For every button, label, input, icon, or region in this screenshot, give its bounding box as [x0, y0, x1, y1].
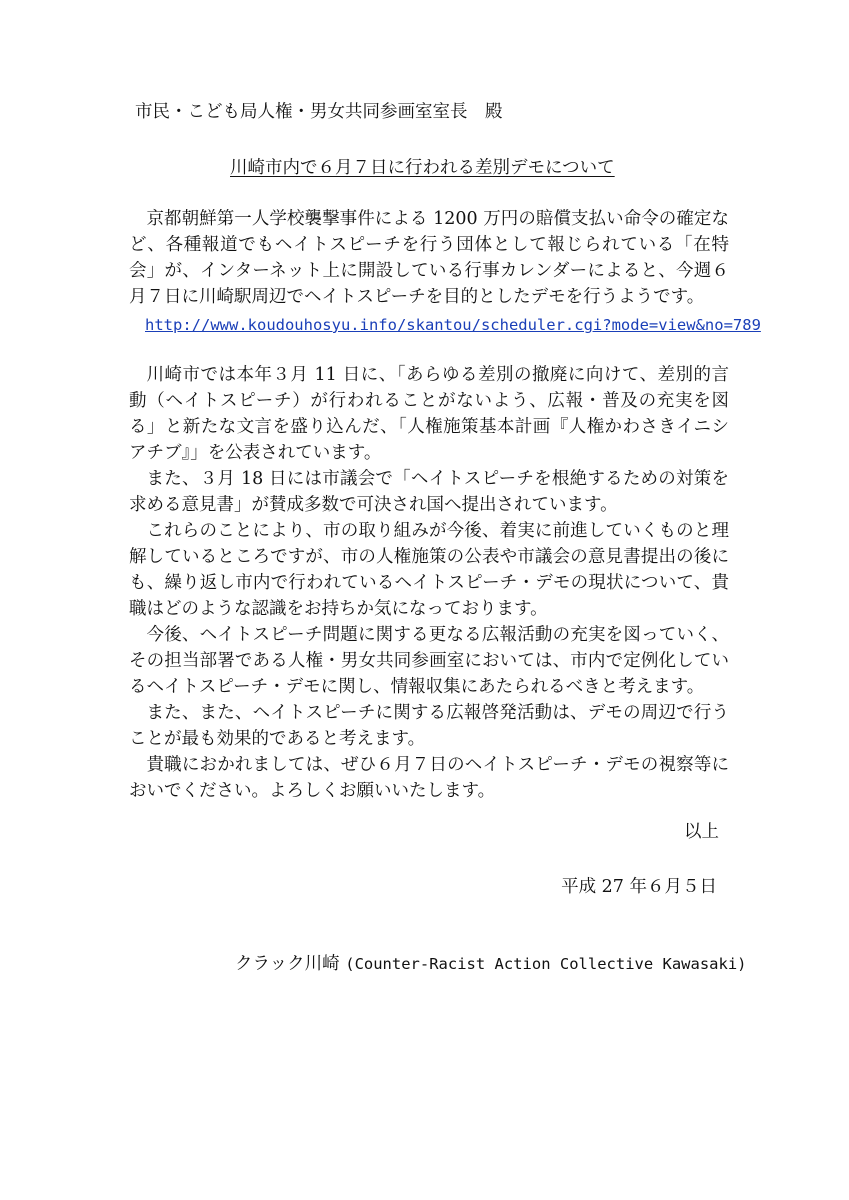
- signature-english: (Counter-Racist Action Collective Kawasaki): [345, 955, 747, 973]
- calendar-link[interactable]: http://www.koudouhosyu.info/skantou/scheduler.cgi?mode=view&no=789: [145, 316, 761, 334]
- body-block: [129, 362, 729, 804]
- body-paragraph-2: また、３月 18 日には市議会で「ヘイトスピーチを根絶するための対策を求める意見書」が賛成多数で可決され国へ提出されています。: [129, 469, 729, 515]
- letter-title: 川崎市内で６月７日に行われる差別デモについて: [230, 158, 615, 178]
- closing-remark: 以上: [684, 822, 719, 842]
- body-paragraph-6: 貴職におかれましては、ぜひ６月７日のヘイトスピーチ・デモの視察等においでください。よろしくお願いいたします。: [129, 755, 729, 801]
- body-paragraph-5: また、また、ヘイトスピーチに関する広報啓発活動は、デモの周辺で行うことが最も効果的であると考えます。: [129, 703, 729, 749]
- addressee: 市民・こども局人権・男女共同参画室室長 殿: [135, 102, 503, 122]
- body-paragraph-3: これらのことにより、市の取り組みが今後、着実に前進していくものと理解しているところですが、市の人権施策の公表や市議会の意見書提出の後にも、繰り返し市内で行われているヘイトスピーチ・デモの現状について、貴職はどのような認識をお持ちか気になっております。: [129, 521, 729, 619]
- intro-block: [129, 206, 729, 310]
- body-paragraph-4: 今後、ヘイトスピーチ問題に関する更なる広報活動の充実を図っていく、その担当部署である人権・男女共同参画室においては、市内で定例化しているヘイトスピーチ・デモに関し、情報収集にあたられるべきと考えます。: [129, 625, 729, 697]
- intro-paragraph: 京都朝鮮第一人学校襲撃事件による 1200 万円の賠償支払い命令の確定など、各種報道でもヘイトスピーチを行う団体として報じられている「在特会」が、インターネット上に開設している行事カレンダーによると、今週６月７日に川崎駅周辺でヘイトスピーチを目的としたデモを行うようです。: [129, 209, 729, 307]
- signature-name: クラック川崎: [235, 954, 340, 974]
- letter-date: 平成 27 年６月５日: [561, 877, 717, 897]
- body-paragraph-1: 川崎市では本年３月 11 日に、「あらゆる差別の撤廃に向けて、差別的言動（ヘイトスピーチ）が行われることがないよう、広報・普及の充実を図る」と新たな文言を盛り込んだ、「人権施策基本計画『人権かわさきイニシアチブ』」を公表されています。: [129, 365, 729, 463]
- signature: [235, 952, 747, 976]
